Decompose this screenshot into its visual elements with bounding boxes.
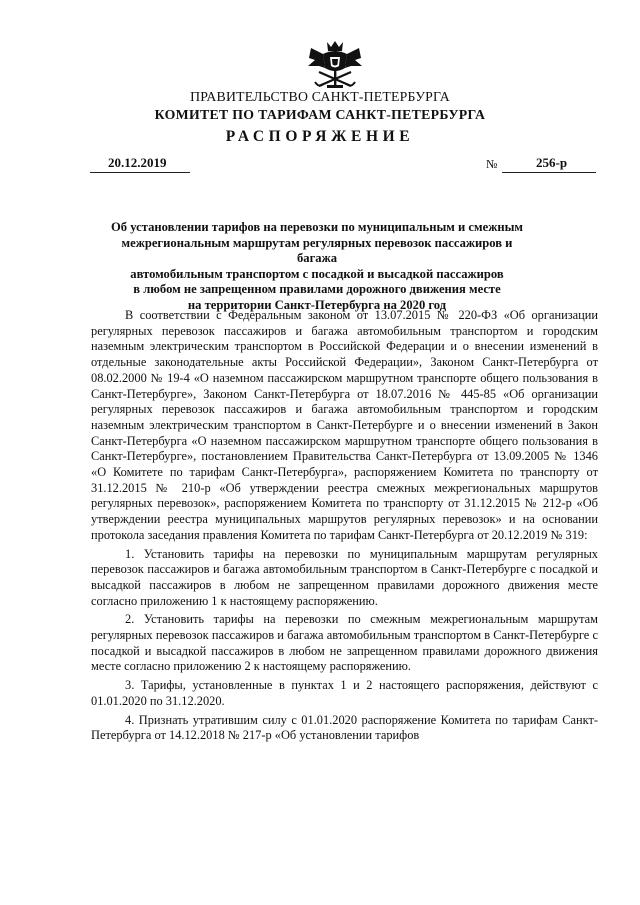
preamble-paragraph: В соответствии с Федеральным законом от 13.07.2015 № 220-ФЗ «Об организации регулярных перевозок пассажиров и багажа автомобильным транспортом и городским наземным электрическим транспортом в Российской Федерации и о внесении изменений в отдельные законодательные акты Российской Федерации», Законом Санкт-Петербурга от 08.02.2000 № 19-4 «О наземном пассажирском маршрутном транспорте общего пользования в Санкт-Петербурге», Законом Санкт-Петербурга от 18.07.2016 № 445-85 «Об организации регулярных перевозок пассажиров и багажа автомобильным транспортом и городским наземным электрическим транспортом в Санкт-Петербурге и о внесении изменений в Закон Санкт-Петербурга «О наземном пассажирском маршрутном транспорте общего пользования в Санкт-Петербурге», постановлением Правительства Санкт-Петербурга от 13.09.2005 № 1346 «О Комитете по тарифам Санкт-Петербурга», распоряжением Комитета по транспорту от 31.12.2015 № 210-р «Об утверждении реестра смежных межрегиональных маршрутов регулярных перевозок», распоряжением Комитета по транспорту от 31.12.2015 № 212-р «Об утверждении реестра муниципальных маршрутов регулярных перевозок» и на основании протокола заседания правления Комитета по тарифам Санкт-Петербурга от 20.12.2019 № 319: [91,308,598,542]
title-line: на территории Санкт-Петербурга на 2020 год [187,297,447,312]
title-line: Об установлении тарифов на перевозки по муниципальным и смежным [110,220,523,234]
clause-4-paragraph: 4. Признать утратившим силу с 01.01.2020 распоряжение Комитета по тарифам Санкт-Петербурга от 14.12.2018 № 217-р «Об установлении тарифов [91,712,598,743]
document-number [486,155,596,177]
title-line: межрегиональным маршрутам регулярных перевозок пассажиров и багажа [121,235,513,266]
government-name: ПРАВИТЕЛЬСТВО САНКТ-ПЕТЕРБУРГА [190,89,450,104]
document-type: РАСПОРЯЖЕНИЕ [225,128,415,145]
clause-1-paragraph: 1. Установить тарифы на перевозки по муниципальным маршрутам регулярных перевозок пассажиров и багажа автомобильным транспортом в Санкт-Петербурге с посадкой и высадкой пассажиров в любом не запрещенном правилами дорожного движения месте согласно приложению 1 к настоящему распоряжению. [91,546,598,608]
date-underline [90,172,190,173]
date-value: 20.12.2019 [108,155,167,170]
title-line: в любом не запрещенном правилами дорожного движения месте [133,282,501,297]
committee-name: КОМИТЕТ ПО ТАРИФАМ САНКТ-ПЕТЕРБУРГА [154,107,486,122]
title-line: автомобильным транспортом с посадкой и высадкой пассажиров [130,266,504,281]
coat-of-arms-emblem [305,38,365,92]
clause-3-paragraph: 3. Тарифы, установленные в пунктах 1 и 2 настоящего распоряжения, действуют с 01.01.2020 по 31.12.2020. [91,678,598,708]
number-value: 256-р [536,155,568,170]
document-title [108,220,526,314]
number-underline [502,172,596,173]
number-sign: № [486,157,498,171]
clause-2-paragraph: 2. Установить тарифы на перевозки по смежным межрегиональным маршрутам регулярных перевозок пассажиров и багажа автомобильным транспортом в Санкт-Петербурге с посадкой и высадкой пассажиров в любом не запрещенном правилами дорожного движения месте согласно приложению 2 к настоящему распоряжению. [91,612,598,674]
document-date [90,155,190,177]
document-body [91,308,598,744]
